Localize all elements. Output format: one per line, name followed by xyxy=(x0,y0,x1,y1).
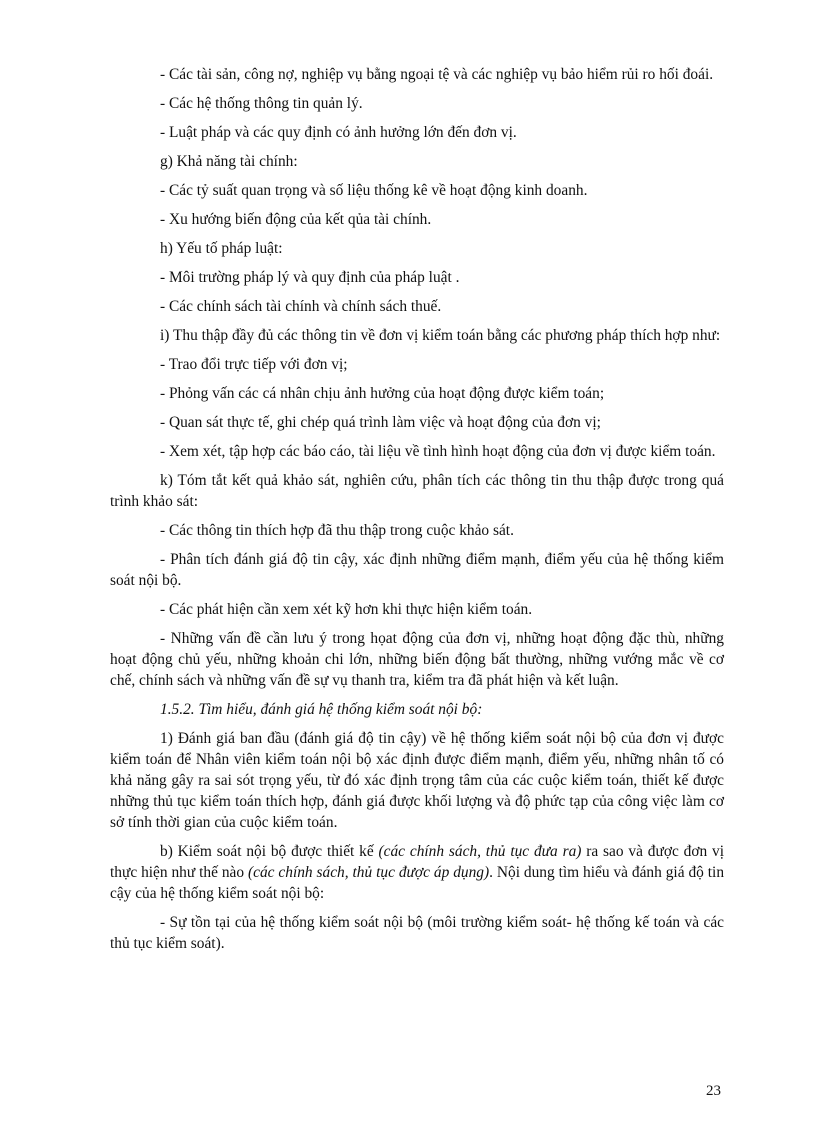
paragraph: - Các phát hiện cần xem xét kỹ hơn khi thực hiện kiểm toán. xyxy=(160,601,533,618)
section-heading: 1.5.2. Tìm hiểu, đánh giá hệ thống kiểm soát nội bộ: xyxy=(160,701,483,718)
document-body xyxy=(110,64,724,962)
emphasis-text: (các chính sách, thủ tục được áp dụng) xyxy=(248,864,490,881)
paragraph: - Các tỷ suất quan trọng và số liệu thống kê về hoạt động kinh doanh. xyxy=(160,182,588,199)
paragraph: - Phỏng vấn các cá nhân chịu ảnh hưởng của hoạt động được kiểm toán; xyxy=(160,385,605,402)
paragraph: g) Khả năng tài chính: xyxy=(160,153,298,170)
paragraph: 1) Đánh giá ban đầu (đánh giá độ tin cậy) về hệ thống kiểm soát nội bộ của đơn vị được kiểm toán để Nhân viên kiểm toán nội bộ xác định được điểm mạnh, điểm yếu, những nhân tố có khả năng gây ra sai sót trọng yếu, từ đó xác định trọng tâm của các cuộc kiểm toán, thiết kế được những thủ tục kiểm toán thích hợp, đánh giá được khối lượng và độ phức tạp của công việc làm cơ sở tính thời gian của cuộc kiểm toán. xyxy=(110,730,724,831)
paragraph-with-emphasis xyxy=(110,841,724,904)
page-number: 23 xyxy=(706,1083,721,1099)
text-span: . Nội dung tìm hiểu và đánh giá độ tin cậy của hệ thống kiểm soát nội bộ: xyxy=(110,864,725,902)
paragraph: - Quan sát thực tế, ghi chép quá trình làm việc và hoạt động của đơn vị; xyxy=(160,414,601,431)
text-span: b) Kiểm soát nội bộ được thiết kế xyxy=(160,843,379,860)
text-span: ra sao và được đơn vị thực hiện như thế nào xyxy=(110,843,724,881)
paragraph: - Các chính sách tài chính và chính sách thuế. xyxy=(160,298,442,315)
paragraph: - Những vấn đề cần lưu ý trong họat động của đơn vị, những hoạt động đặc thù, những hoạt động chủ yếu, những khoản chi lớn, những biến động bất thường, những vướng mắc về cơ chế, chính sách và những vấn đề sự vụ thanh tra, kiểm tra đã phát hiện và kết luận. xyxy=(110,630,724,689)
paragraph: - Môi trường pháp lý và quy định của pháp luật . xyxy=(160,269,460,286)
paragraph: - Xu hướng biến động của kết qủa tài chính. xyxy=(160,211,432,228)
paragraph: - Phân tích đánh giá độ tin cậy, xác định những điểm mạnh, điểm yếu của hệ thống kiểm soát nội bộ. xyxy=(110,551,724,589)
paragraph: h) Yếu tố pháp luật: xyxy=(160,240,283,257)
paragraph: k) Tóm tắt kết quả khảo sát, nghiên cứu, phân tích các thông tin thu thập được trong quá trình khảo sát: xyxy=(110,472,724,510)
paragraph: - Xem xét, tập hợp các báo cáo, tài liệu về tình hình hoạt động của đơn vị được kiểm toán. xyxy=(160,443,716,460)
emphasis-text: (các chính sách, thủ tục đưa ra) xyxy=(378,843,582,860)
paragraph: - Các hệ thống thông tin quản lý. xyxy=(160,95,363,112)
paragraph: - Các thông tin thích hợp đã thu thập trong cuộc khảo sát. xyxy=(160,522,514,539)
paragraph: - Luật pháp và các quy định có ảnh hưởng lớn đến đơn vị. xyxy=(160,124,517,141)
paragraph: - Các tài sản, công nợ, nghiệp vụ bằng ngoại tệ và các nghiệp vụ bảo hiểm rủi ro hối đoái. xyxy=(160,66,714,83)
paragraph: - Sự tồn tại của hệ thống kiểm soát nội bộ (môi trường kiểm soát- hệ thống kế toán và các thủ tục kiểm soát). xyxy=(110,914,724,952)
paragraph: - Trao đổi trực tiếp với đơn vị; xyxy=(160,356,348,373)
paragraph: i) Thu thập đầy đủ các thông tin về đơn vị kiểm toán bằng các phương pháp thích hợp như: xyxy=(160,327,721,344)
